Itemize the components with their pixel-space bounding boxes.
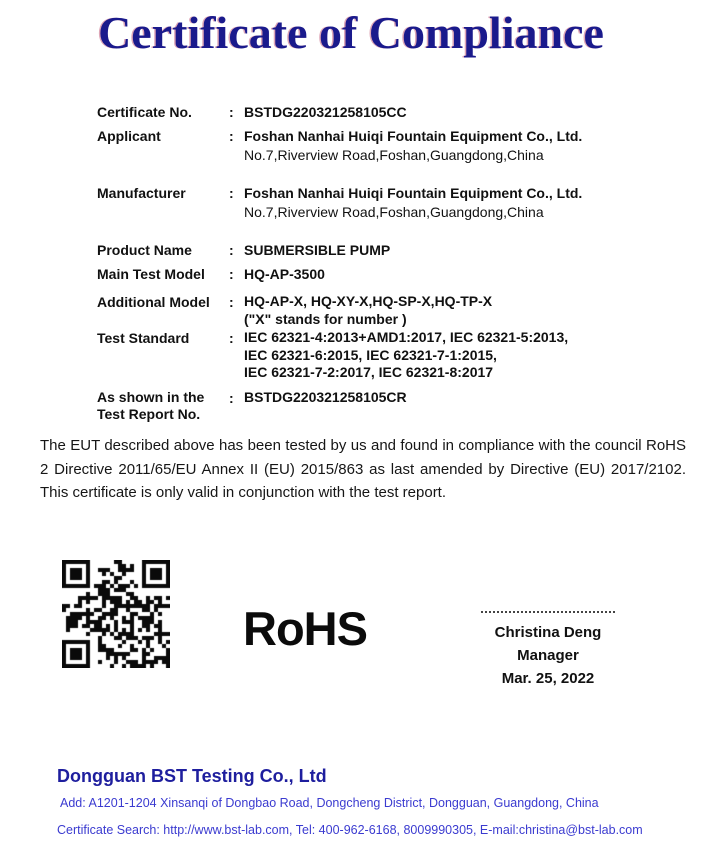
footer-company-name: Dongguan BST Testing Co., Ltd — [57, 766, 327, 786]
colon-separator: : — [229, 389, 234, 406]
detail-label: Additional Model — [97, 294, 210, 310]
detail-row-manufacturer — [97, 184, 663, 222]
colon-separator: : — [229, 294, 234, 310]
detail-label: Applicant — [97, 128, 161, 144]
detail-row-applicant — [97, 127, 663, 165]
signature-dotted-line — [481, 611, 615, 613]
colon-separator: : — [229, 266, 234, 282]
detail-label: Product Name — [97, 242, 192, 258]
colon-separator: : — [229, 185, 234, 201]
detail-row-product-name — [97, 241, 663, 260]
signatory-role: Manager — [517, 647, 579, 664]
detail-value: BSTDG220321258105CR — [244, 388, 407, 405]
detail-label: Test Standard — [97, 330, 190, 346]
qr-code — [62, 560, 170, 668]
rohs-logo: RoHS — [243, 602, 367, 655]
detail-row-test-report-no — [97, 389, 663, 424]
detail-value: HQ-AP-X, HQ-XY-X,HQ-SP-X,HQ-TP-X — [244, 293, 493, 309]
footer-address: Add: A1201-1204 Xinsanqi of Dongbao Road, Dongcheng District, Dongguan, Guangdong, China — [60, 796, 599, 810]
detail-label: Certificate No. — [97, 104, 192, 120]
detail-row-main-test-model — [97, 265, 663, 284]
detail-label: Manufacturer — [97, 185, 186, 201]
signature-date: Mar. 25, 2022 — [501, 670, 595, 687]
detail-value: Foshan Nanhai Huiqi Fountain Equipment Co., Ltd. — [244, 128, 583, 144]
signatory-name: Christina Deng — [494, 624, 602, 641]
colon-separator: : — [229, 330, 234, 346]
detail-value-address: No.7,Riverview Road,Foshan,Guangdong,China — [244, 147, 544, 163]
colon-separator: : — [229, 242, 234, 258]
signature-block — [448, 601, 648, 690]
detail-label: Main Test Model — [97, 266, 205, 282]
detail-value: Foshan Nanhai Huiqi Fountain Equipment Co., Ltd. — [244, 185, 583, 201]
detail-label: As shown in the — [97, 388, 205, 405]
detail-value: IEC 62321-7-2:2017, IEC 62321-8:2017 — [244, 364, 494, 380]
detail-value-note: ("X" stands for number ) — [244, 310, 407, 327]
colon-separator: : — [229, 104, 234, 120]
detail-value: BSTDG220321258105CC — [244, 104, 407, 120]
detail-value: HQ-AP-3500 — [244, 266, 325, 282]
page-title: Certificate of Compliance — [98, 7, 604, 58]
footer-contact-line: Certificate Search: http://www.bst-lab.com, Tel: 400-962-6168, 8009990305, E-mail:christina@bst-lab.com — [57, 823, 643, 837]
detail-row-test-standard — [97, 329, 663, 382]
colon-separator: : — [229, 128, 234, 144]
compliance-statement: The EUT described above has been tested by us and found in compliance with the council RoHS 2 Directive 2011/65/EU Annex II (EU) 2015/863 as last amended by Directive (EU) 2017/2102. This certificate is only valid in conjunction with the test report. — [40, 437, 686, 501]
detail-row-certificate-no — [97, 103, 663, 122]
detail-label: Test Report No. — [97, 406, 201, 422]
detail-value-address: No.7,Riverview Road,Foshan,Guangdong,China — [244, 204, 544, 220]
detail-value: SUBMERSIBLE PUMP — [244, 242, 391, 258]
certificate-details — [97, 103, 663, 424]
detail-value: IEC 62321-6:2015, IEC 62321-7-1:2015, — [244, 346, 497, 363]
detail-row-additional-model — [97, 293, 663, 328]
detail-value: IEC 62321-4:2013+AMD1:2017, IEC 62321-5:2013, — [244, 329, 569, 345]
